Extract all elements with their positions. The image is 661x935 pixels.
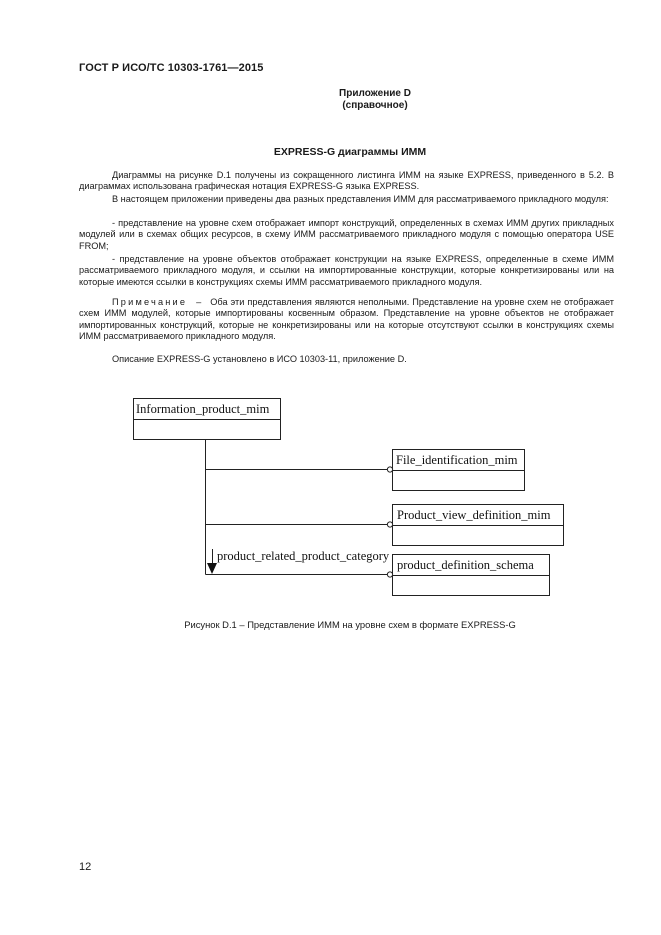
schema-label-file-identification: File_identification_mim [396,453,518,467]
use-from-circle-icon [387,522,392,527]
list-item: - представление на уровне объектов отображает конструкции на языке EXPRESS, определенные в схеме ИММ рассматриваемого прикладного модуля, и ссылки на импортированные конструкции, которые конкретизированы или на которые имеются ссылки в конструкциях схемы ИММ рассматриваемого прикладного модуля. [79,254,614,287]
schema-label-product-view-definition: Product_view_definition_mim [397,508,551,522]
note-dash: – [196,297,202,307]
arrow-down-icon [207,563,217,574]
note-label: Примечание [112,297,188,307]
description: Описание EXPRESS-G установлено в ИСО 10303-11, приложение D. [112,354,407,364]
paragraph: В настоящем приложении приведены два разных представления ИММ для рассматриваемого прикладного модуля: [112,194,609,204]
figure-caption: Рисунок D.1 – Представление ИММ на уровне схем в формате EXPRESS-G [184,619,516,630]
reference-label: product_related_product_category [217,549,390,563]
reference-circle-icon [387,572,392,577]
note-text: Оба эти представления являются неполными. Представление на уровне схем не отображает схем ИММ модулей, которые импортированы косвенным образом. Представление на уровне объектов не отображает импортированных конструкций, которые не конкретизированы или на которые отсутствуют ссылки в конструкциях схемы ИММ рассматриваемого прикладного модуля. [79,297,614,342]
list-item: - представление на уровне схем отображает импорт конструкций, определенных в схемах ИММ других прикладных модулей или в схемах общих ресурсов, в схему ИММ рассматриваемого прикладного модуля с помощью оператора USE FROM; [79,218,614,251]
section-title: EXPRESS-G диаграммы ИММ [273,146,427,158]
schema-label-product-definition: product_definition_schema [397,558,534,572]
annex-title: Приложение D [339,88,411,99]
document-header: ГОСТ Р ИСО/ТС 10303-1761—2015 [79,62,264,74]
schema-label-main: Information_product_mim [136,402,270,416]
page-number: 12 [79,861,92,873]
annex-subtitle: (справочное) [342,100,408,111]
use-from-circle-icon [387,467,392,472]
paragraph: Диаграммы на рисунке D.1 получены из сокращенного листинга ИММ на языке EXPRESS, приведенного в 5.2. В диаграммах использована графическая нотация EXPRESS-G языка EXPRESS. [79,170,614,192]
